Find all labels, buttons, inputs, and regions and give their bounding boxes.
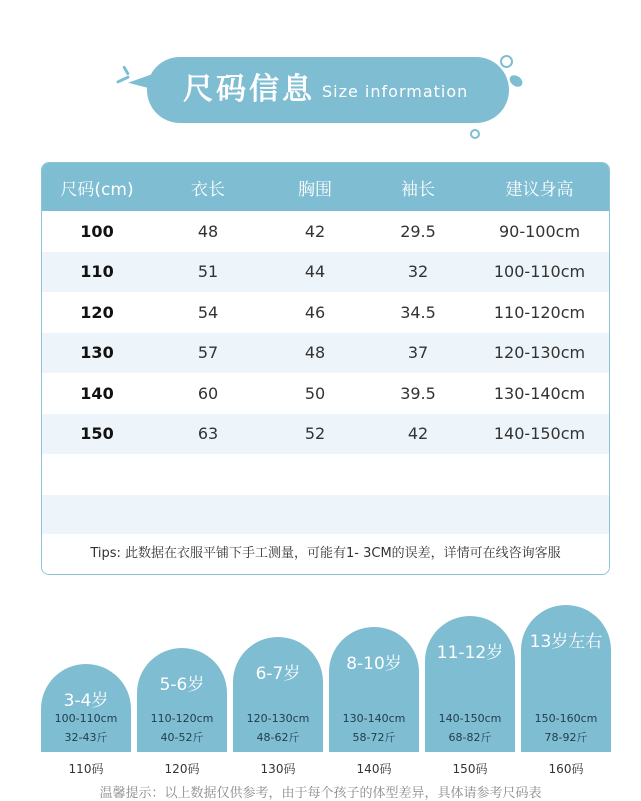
step-size-label: 160码 [548,762,584,776]
decor-dash-icon [116,75,130,84]
page-subtitle: Size information [322,82,469,101]
table-header [42,163,609,211]
step-height-range: 120-130cm [246,712,310,725]
table-cell: 60 [197,383,219,403]
table-row [42,333,609,374]
decor-circle-icon [470,129,480,139]
table-tips: Tips: 此数据在衣服平铺下手工测量，可能有1- 3CM的误差，详情可在线咨询客服 [42,534,609,574]
table-cell: 110-120cm [493,302,586,322]
table-row [42,292,609,333]
step-size-label: 130码 [260,762,296,776]
table-cell: 37 [407,343,429,363]
table-cell: 63 [197,424,219,444]
step-height-range: 110-120cm [150,712,214,725]
size-step [41,664,131,752]
step-age: 13岁左右 [529,632,603,652]
table-row [42,373,609,414]
step-size-label: 140码 [356,762,392,776]
table-cell: 51 [197,262,219,282]
step-weight-range: 32-43斤 [64,731,108,744]
step-age: 3-4岁 [63,691,109,711]
table-row [42,495,609,536]
column-header: 衣长 [191,179,225,200]
table-cell: 52 [304,424,326,444]
step-weight-range: 58-72斤 [352,731,396,744]
table-cell: 140 [80,383,114,403]
table-cell: 150 [80,424,114,444]
table-row [42,454,609,495]
step-weight-range: 68-82斤 [448,731,492,744]
table-cell: 44 [304,262,326,282]
table-cell: 140-150cm [493,424,586,444]
step-height-range: 140-150cm [438,712,502,725]
table-cell: 120-130cm [493,343,586,363]
step-age: 8-10岁 [346,654,402,674]
table-cell: 54 [197,302,219,322]
table-cell: 34.5 [400,302,436,322]
size-step [137,648,227,752]
table-cell: 130 [80,343,114,363]
step-age: 6-7岁 [255,664,301,684]
decor-drop-icon [507,73,524,89]
footnote: 温馨提示：以上数据仅供参考，由于每个孩子的体型差异，具体请参考尺码表 [99,786,542,801]
table-cell: 42 [407,424,429,444]
header-bubble [0,0,641,150]
decor-dash-icon [122,65,130,75]
table-cell: 100-110cm [493,262,586,282]
step-size-label: 110码 [68,762,104,776]
table-row [42,211,609,252]
step-weight-range: 48-62斤 [256,731,300,744]
column-header: 袖长 [401,179,435,200]
step-height-range: 150-160cm [534,712,598,725]
table-cell: 57 [197,343,219,363]
size-steps [0,600,641,800]
table-cell: 46 [304,302,326,322]
size-step [425,616,515,752]
step-size-label: 150码 [452,762,488,776]
column-header: 尺码(cm) [60,179,134,200]
size-step [521,605,611,752]
table-cell: 32 [407,262,429,282]
step-height-range: 100-110cm [54,712,118,725]
table-cell: 110 [80,262,114,282]
table-cell: 50 [304,383,326,403]
step-size-label: 120码 [164,762,200,776]
table-cell: 39.5 [400,383,436,403]
step-height-range: 130-140cm [342,712,406,725]
table-cell: 100 [80,221,114,241]
size-step [233,637,323,752]
table-cell: 120 [80,302,114,322]
size-step [329,627,419,752]
step-age: 11-12岁 [436,643,504,663]
table-cell: 42 [304,221,326,241]
table-cell: 48 [197,221,219,241]
column-header: 胸围 [298,179,332,200]
table-body [42,211,609,535]
step-weight-range: 40-52斤 [160,731,204,744]
table-cell: 130-140cm [493,383,586,403]
page-title: 尺码信息 [183,72,315,107]
size-table [41,162,610,575]
table-cell: 29.5 [400,221,436,241]
table-row [42,252,609,293]
table-cell: 90-100cm [498,221,581,241]
table-cell: 48 [304,343,326,363]
step-weight-range: 78-92斤 [544,731,588,744]
column-header: 建议身高 [505,179,574,200]
decor-circle-icon [500,55,513,68]
step-age: 5-6岁 [159,675,205,695]
table-row [42,414,609,455]
